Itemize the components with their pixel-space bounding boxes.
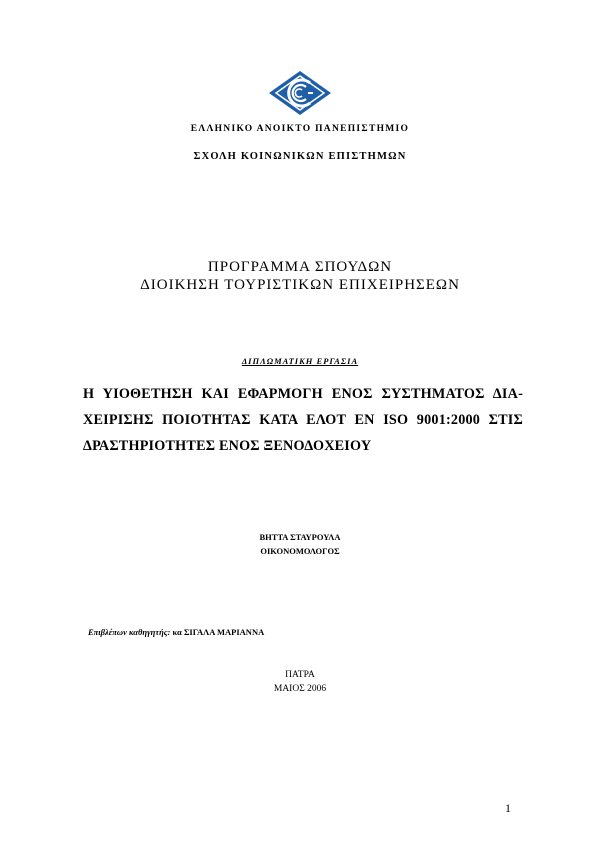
thesis-type-label: ΔΙΠΛΩΜΑΤΙΚΗ ΕΡΓΑΣΙΑ (241, 356, 359, 366)
university-name: ΕΛΛΗΝΙΚΟ ΑΝΟΙΚΤΟ ΠΑΝΕΠΙΣΤΗΜΙΟ (190, 124, 410, 134)
city: ΠΑΤΡΑ (285, 670, 315, 680)
date: ΜΑΙΟΣ 2006 (273, 684, 327, 694)
supervisor-name: κα ΣΙΓΑΛΑ ΜΑΡΙΑΝΝΑ (172, 627, 265, 637)
page-number: 1 (505, 801, 511, 815)
supervisor-label: Επιβλέπων καθηγητής: (88, 627, 171, 637)
university-logo (268, 70, 332, 116)
thesis-title: Η ΥΙΟΘΕΤΗΣΗ ΚΑΙ ΕΦΑΡΜΟΓΗ ΕΝΟΣ ΣΥΣΤΗΜΑΤΟΣ ΔΙΑ-ΧΕΙΡΙΣΗΣ ΠΟΙΟΤΗΤΑΣ ΚΑΤΑ ΕΛΟΤ ΕΝ ISO 9001:2000 ΣΤΙΣ ΔΡΑΣΤΗΡΙΟΤΗΤΕΣ ΕΝΟΣ ΞΕΝΟΔΟΧΕΙΟΥ (83, 386, 523, 454)
supervisor-line (88, 627, 264, 637)
author-profession: ΟΙΚΟΝΟΜΟΛΟΓΟΣ (260, 546, 340, 556)
school-name: ΣΧΟΛΗ ΚΟΙΝΩΝΙΚΩΝ ΕΠΙΣΤΗΜΩΝ (193, 151, 407, 162)
author-name: ΒΗΤΤΑ ΣΤΑΥΡΟΥΛΑ (259, 532, 341, 542)
program-name: ΔΙΟΙΚΗΣΗ ΤΟΥΡΙΣΤΙΚΩΝ ΕΠΙΧΕΙΡΗΣΕΩΝ (140, 277, 460, 293)
program-title: ΠΡΟΓΡΑΜΜΑ ΣΠΟΥΔΩΝ (207, 259, 393, 275)
